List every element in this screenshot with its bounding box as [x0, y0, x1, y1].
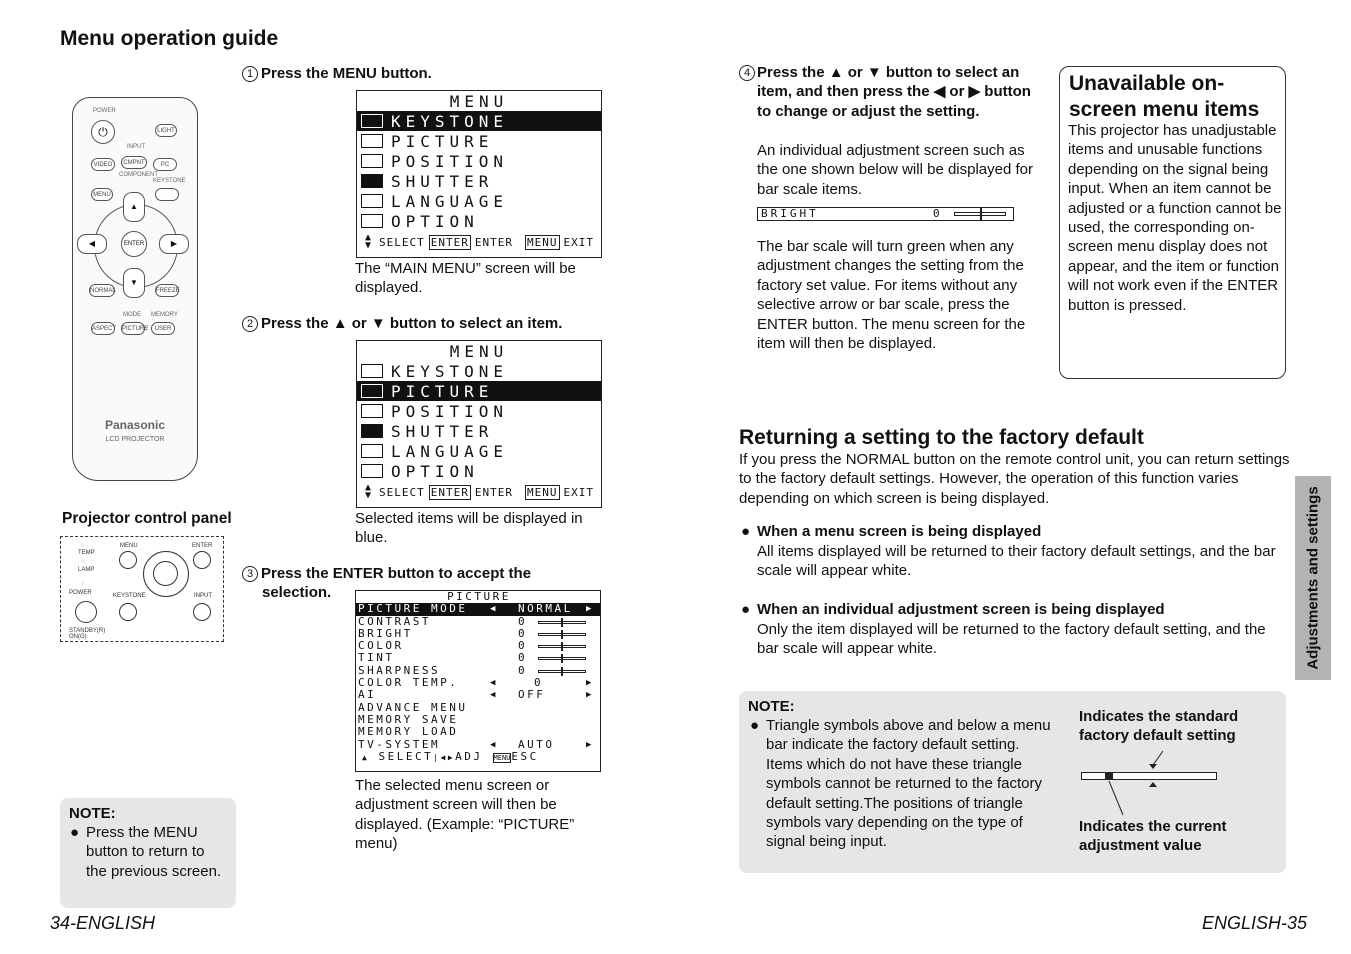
right-note-text: Triangle symbols above and below a menu bar indicate the factory default setting. Items which do not have these triangle symbols cannot be returned to the factory default setting.The positions of triangle symbols vary depending on the type of signal being input.: [766, 717, 1051, 851]
remote-pc-button: PC: [153, 158, 177, 171]
menu-item-label: PICTURE: [391, 131, 494, 151]
bullet1-icon: ●: [741, 523, 751, 540]
position-icon: [361, 154, 383, 168]
remote-freeze-button: FREEZE: [155, 284, 179, 297]
indicator-standard-label: Indicates the standard factory default setting: [1079, 708, 1239, 745]
picture-menu-screen: [355, 590, 601, 772]
footer-enter-key: ENTER: [430, 485, 469, 499]
remote-keystone-label: KEYSTONE: [153, 178, 186, 184]
menu-item-label: LANGUAGE: [391, 191, 509, 211]
picture-menu-row-label: TV-SYSTEM: [358, 737, 441, 751]
remote-right-icon: ▶: [159, 234, 189, 254]
main-menu-screen-2: [356, 340, 602, 508]
remote-brand-logo: Panasonic: [104, 418, 166, 432]
remote-power-icon: ⏻: [91, 120, 115, 144]
panel-power-indicator: ◌: [81, 581, 85, 587]
language-icon: [361, 444, 383, 458]
left-note-box: [60, 798, 236, 908]
menu-item-shutter[interactable]: [357, 171, 601, 191]
remote-up-icon: ▲: [123, 192, 145, 222]
panel-dpad: [143, 551, 189, 597]
picture-menu-row-label: BRIGHT: [358, 626, 413, 640]
step4-text: [739, 63, 1047, 121]
panel-lamp-label: LAMP: [78, 567, 95, 573]
menu-item-option[interactable]: [357, 211, 601, 231]
language-icon: [361, 194, 383, 208]
page-number-left: 34-ENGLISH: [50, 913, 156, 933]
remote-aspect-button: ASPECT: [91, 322, 115, 335]
control-panel-illustration: [60, 536, 224, 642]
panel-power-label: POWER: [69, 590, 92, 596]
option-icon: [361, 214, 383, 228]
menu-item-label: KEYSTONE: [391, 361, 509, 381]
option-icon: [361, 464, 383, 478]
picture-menu-row-label: COLOR TEMP.: [358, 676, 459, 690]
picture-menu-row-label: TINT: [358, 651, 395, 665]
panel-temp-label: TEMP: [78, 550, 95, 556]
bar-scale: [538, 670, 586, 673]
footer-menu-key: MENU: [527, 235, 558, 249]
panel-standby-label: STANDBY(R) ON(G): [69, 628, 106, 640]
menu-item-label: LANGUAGE: [391, 441, 509, 461]
menu-item-label: KEYSTONE: [391, 111, 509, 131]
picture-menu-row-label: MEMORY SAVE: [358, 712, 459, 726]
menu-item-picture[interactable]: [357, 381, 601, 401]
remote-input-label: INPUT: [127, 144, 145, 150]
bar-scale: [538, 657, 586, 660]
panel-title: Projector control panel: [62, 510, 232, 527]
bullet2-text: Only the item displayed will be returned to the factory default setting, and the bar scale will appear white.: [757, 621, 1266, 658]
right-arrow-icon: ▶: [586, 690, 594, 701]
remote-keystone-button: [155, 188, 179, 201]
remote-mode-label: MODE: [123, 312, 141, 318]
footer-select-label: SELECT: [379, 485, 425, 499]
panel-enter-button: [193, 551, 211, 569]
picture-menu-row-label: COLOR: [358, 639, 404, 653]
menu-item-label: OPTION: [391, 461, 479, 481]
menu-item-label: SHUTTER: [391, 171, 494, 191]
menu-item-picture[interactable]: [357, 131, 601, 151]
step1-text: [242, 64, 572, 83]
left-arrow-icon: ◀: [490, 678, 498, 689]
picture-menu-row-label: SHARPNESS: [358, 663, 441, 677]
menu-item-label: PICTURE: [391, 381, 494, 401]
menu-item-language[interactable]: [357, 441, 601, 461]
remote-user-button: USER: [151, 322, 175, 335]
reset-title: Returning a setting to the factory default: [739, 426, 1144, 449]
right-arrow-icon: ▶: [586, 739, 594, 750]
left-arrow-icon: ◀: [490, 604, 498, 615]
picture-menu-row-value: 0: [518, 663, 528, 677]
footer-esc-label: ESC: [511, 749, 539, 763]
right-arrow-icon: ▶: [586, 604, 594, 615]
right-note-bullet-icon: ●: [750, 717, 760, 734]
picture-menu-row-value: 0: [518, 614, 528, 628]
picture-menu-row-value: 0: [518, 639, 528, 653]
remote-enter-button: ENTER: [121, 231, 147, 257]
picture-menu-footer: [356, 751, 600, 763]
updown-icon: ▲ ▼: [365, 232, 373, 251]
remote-light-button: LIGHT: [155, 124, 177, 137]
panel-power-button: [75, 601, 97, 623]
step2-number-icon: 2: [242, 316, 258, 332]
remote-component-label: COMPONENT: [119, 172, 158, 178]
panel-temp-indicator: ◌: [81, 543, 85, 549]
footer-menu-key: MENU: [493, 753, 511, 762]
page-title-left: Menu operation guide: [60, 27, 279, 50]
footer-adj-label: ADJ: [455, 749, 483, 763]
panel-keystone-label: KEYSTONE: [113, 593, 146, 599]
position-icon: [361, 404, 383, 418]
menu-item-keystone[interactable]: [357, 111, 601, 131]
step4-number-icon: 4: [739, 65, 755, 81]
bright-adjust-bar: [757, 207, 1014, 221]
step2-label: Press the ▲ or ▼ button to select an item.: [261, 315, 563, 332]
picture-menu-row-value: 0: [534, 676, 544, 690]
menu-item-option[interactable]: [357, 461, 601, 481]
footer-enter-key: ENTER: [430, 235, 469, 249]
remote-video-button: VIDEO: [91, 158, 115, 171]
footer-select-label: SELECT: [379, 235, 425, 249]
panel-menu-label: MENU: [120, 543, 138, 549]
remote-down-icon: ▼: [123, 268, 145, 298]
keystone-icon: [361, 364, 383, 378]
left-note-text: Press the MENU button to return to the previous screen.: [86, 824, 222, 880]
picture-menu-row-value: 0: [518, 626, 528, 640]
updown-icon: ▲: [362, 752, 370, 762]
step3-caption: The selected menu screen or adjustment screen will then be displayed. (Example: “PICTURE” menu): [355, 777, 575, 853]
shutter-icon: [361, 174, 383, 188]
picture-icon: [361, 384, 383, 398]
remote-memory-label: MEMORY: [151, 312, 178, 318]
unavailable-title: Unavailable on-screen menu items: [1069, 72, 1260, 121]
menu-item-label: POSITION: [391, 401, 509, 421]
step1-caption: The “MAIN MENU” screen will be displayed.: [355, 260, 576, 297]
bullet1-title: When a menu screen is being displayed: [757, 523, 1042, 540]
bright-label: BRIGHT: [761, 207, 819, 220]
unavailable-box: [1059, 66, 1286, 379]
picture-menu-row-value: NORMAL: [518, 602, 573, 616]
right-arrow-icon: ▶: [586, 678, 594, 689]
remote-model-label: LCD PROJECTOR: [105, 436, 165, 443]
panel-lamp-indicator: ◌: [81, 559, 85, 565]
picture-menu-row-label: MEMORY LOAD: [358, 725, 459, 739]
panel-keystone-button: [119, 603, 137, 621]
main-menu-screen-1: [356, 90, 602, 258]
left-arrow-icon: ◀: [490, 690, 498, 701]
unavailable-text: This projector has unadjustable items and unusable functions depending on the signal being input. When an item cannot be adjusted or a function cannot be used, the corresponding on-screen menu display does not appear, and the item or function will not work even if the ENTER button is pressed.: [1068, 122, 1282, 314]
reset-text: If you press the NORMAL button on the remote control unit, you can return settings to the factory default settings. However, the operation of this function varies depending on which screen is being displayed.: [739, 451, 1290, 507]
picture-menu-row-label: PICTURE MODE: [358, 602, 468, 616]
menu-title: MENU: [449, 92, 509, 111]
default-indicator-diagram: [1079, 747, 1219, 817]
bullet1-text: All items displayed will be returned to their factory default settings, and the bar scale will appear white.: [757, 543, 1276, 580]
menu-footer: [357, 481, 601, 503]
step1-number-icon: 1: [242, 66, 258, 82]
picture-menu-title: PICTURE: [447, 590, 511, 603]
footer-select-label: SELECT: [378, 749, 434, 763]
remote-control-illustration: [72, 97, 198, 481]
menu-item-label: POSITION: [391, 151, 509, 171]
menu-footer: [357, 231, 601, 253]
panel-input-button: [193, 603, 211, 621]
step2-text: [242, 314, 592, 333]
updown-icon: ▲ ▼: [365, 482, 373, 501]
menu-item-keystone[interactable]: [357, 361, 601, 381]
leftright-icon: |◀▶: [433, 752, 456, 762]
menu-title: MENU: [449, 342, 509, 361]
remote-power-label: POWER: [93, 108, 116, 114]
remote-menu-button: MENU: [91, 188, 113, 201]
shutter-icon: [361, 424, 383, 438]
picture-menu-row-value: AUTO: [518, 737, 555, 751]
menu-item-language[interactable]: [357, 191, 601, 211]
picture-menu-row-value: OFF: [518, 688, 546, 702]
footer-enter-label: ENTER: [474, 235, 513, 249]
picture-menu-row-label: CONTRAST: [358, 614, 431, 628]
step4-body: An individual adjustment screen such as the one shown below will be displayed for bar scale items.: [757, 142, 1033, 198]
bullet2-icon: ●: [741, 601, 751, 618]
right-note-title: NOTE:: [748, 698, 795, 715]
remote-normal-button: NORMAL: [89, 284, 115, 297]
remote-picture-button: PICTURE: [121, 322, 145, 335]
left-arrow-icon: ◀: [490, 739, 498, 750]
bright-scale-marker: [980, 208, 982, 220]
footer-exit-label: EXIT: [563, 235, 594, 249]
picture-menu-row-value: 0: [518, 651, 528, 665]
keystone-icon: [361, 114, 383, 128]
menu-item-position[interactable]: [357, 401, 601, 421]
bar-scale: [538, 633, 586, 636]
remote-left-icon: ◀: [77, 234, 107, 254]
step1-label: Press the MENU button.: [261, 65, 432, 82]
bullet2-title: When an individual adjustment screen is being displayed: [757, 601, 1165, 618]
side-tab-label: Adjustments and settings: [1304, 486, 1322, 670]
step3-label: Press the ENTER button to accept the selection.: [261, 565, 532, 602]
bright-value: 0: [933, 207, 943, 220]
bar-scale: [538, 645, 586, 648]
left-note-title: NOTE:: [69, 805, 116, 822]
menu-item-shutter[interactable]: [357, 421, 601, 441]
menu-item-position[interactable]: [357, 151, 601, 171]
remote-cmpnt-button: CMPNT: [121, 156, 147, 169]
footer-enter-label: ENTER: [474, 485, 513, 499]
left-note-bullet-icon: ●: [70, 824, 80, 841]
page-number-right: ENGLISH-35: [1202, 913, 1308, 933]
menu-item-label: OPTION: [391, 211, 479, 231]
picture-menu-row-label: AI: [358, 688, 377, 702]
panel-menu-button: [119, 551, 137, 569]
bar-scale-text: The bar scale will turn green when any adjustment changes the setting from the factory set value. For items without any selective arrow or bar scale, press the ENTER button. The menu screen for the item will then be displayed.: [757, 238, 1026, 353]
step3-number-icon: 3: [242, 566, 258, 582]
step4-label: Press the ▲ or ▼ button to select an item, and then press the ◀ or ▶ button to change or adjust the setting.: [757, 64, 1031, 120]
step2-caption: Selected items will be displayed in blue.: [355, 510, 583, 547]
picture-menu-row-label: ADVANCE MENU: [358, 700, 468, 714]
menu-item-label: SHUTTER: [391, 421, 494, 441]
indicator-current-label: Indicates the current adjustment value: [1079, 818, 1227, 855]
panel-enter-label: ENTER: [192, 543, 213, 549]
right-note-box: [739, 691, 1286, 873]
bar-scale: [538, 621, 586, 624]
footer-menu-key: MENU: [527, 485, 558, 499]
side-tab: [1295, 476, 1331, 680]
panel-input-label: INPUT: [194, 593, 212, 599]
picture-icon: [361, 134, 383, 148]
footer-exit-label: EXIT: [563, 485, 594, 499]
picture-menu-row[interactable]: [356, 677, 600, 689]
